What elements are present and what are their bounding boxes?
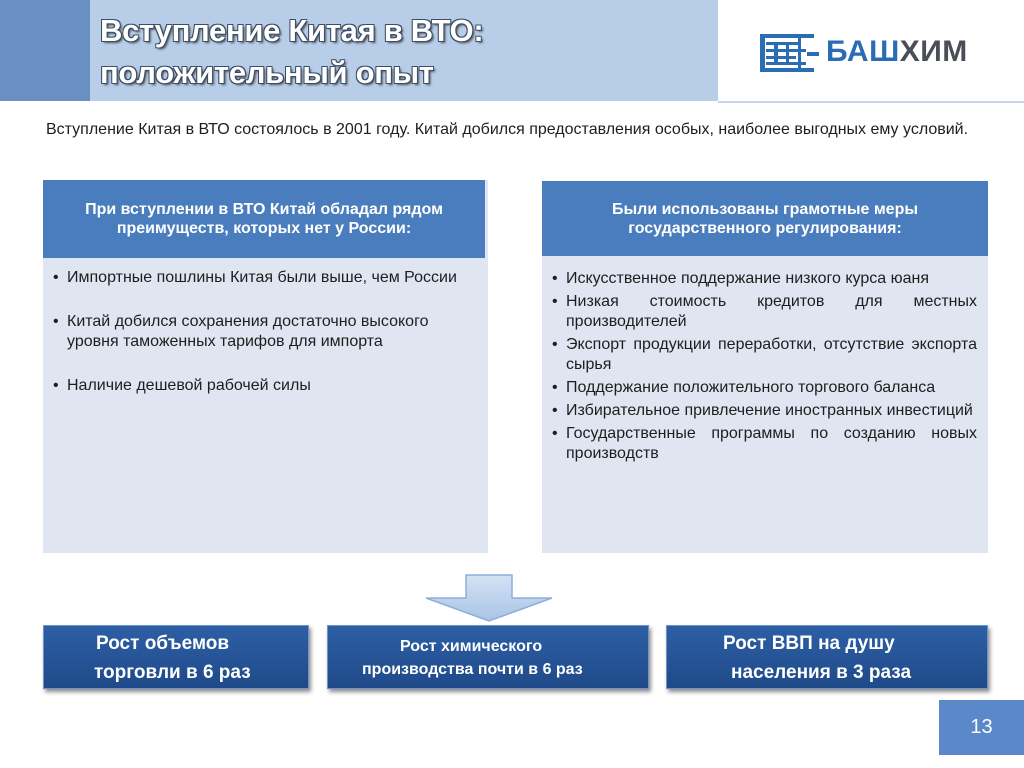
bullet-icon: • <box>53 313 59 330</box>
right-panel-heading: Были использованы грамотные меры государственного регулирования: <box>542 181 988 256</box>
result-line1: Рост химического <box>400 638 543 655</box>
left-panel-list <box>53 268 478 420</box>
result-line1: Рост объемов <box>96 633 230 654</box>
result-line2: населения в 3 раза <box>731 662 912 683</box>
bullet-icon: • <box>552 402 558 419</box>
list-item-text: Китай добился сохранения достаточно высокого уровня таможенных тарифов для импорта <box>67 313 429 350</box>
list-item <box>552 401 977 421</box>
result-box-chemical <box>327 625 649 689</box>
result-line2: производства почти в 6 раз <box>362 661 583 678</box>
list-item-text: Избирательное привлечение иностранных инвестиций <box>566 402 973 419</box>
header-accent-strip <box>0 0 90 101</box>
list-item <box>552 335 977 375</box>
result-box-gdp <box>666 625 988 689</box>
list-item-text: Искусственное поддержание низкого курса юаня <box>566 270 930 287</box>
list-item <box>552 292 977 332</box>
list-item <box>552 378 977 398</box>
logo-text <box>826 35 968 69</box>
logo-text-part2: ХИМ <box>899 35 968 68</box>
left-panel-heading: При вступлении в ВТО Китай обладал рядом преимуществ, которых нет у России: <box>43 180 485 258</box>
intro-paragraph: Вступление Китая в ВТО состоялось в 2001 году. Китай добился предоставления особых, наиболее выгодных ему условий. <box>46 121 969 138</box>
bullet-icon: • <box>552 336 558 353</box>
list-item-text: Экспорт продукции переработки, отсутствие экспорта сырья <box>566 336 977 373</box>
slide-title-line2: положительный опыт <box>100 55 434 90</box>
bullet-icon: • <box>552 270 558 287</box>
list-item <box>53 376 478 396</box>
down-arrow-icon <box>424 574 554 622</box>
list-item-text: Низкая стоимость кредитов для местных производителей <box>566 293 977 330</box>
right-panel <box>542 181 988 553</box>
list-item <box>53 268 478 288</box>
bullet-icon: • <box>552 425 558 442</box>
header-divider <box>718 101 1024 103</box>
result-box-trade <box>43 625 309 689</box>
list-item-text: Поддержание положительного торгового баланса <box>566 379 936 396</box>
list-item <box>552 269 977 289</box>
bullet-icon: • <box>53 269 59 286</box>
result-line2: торговли в 6 раз <box>94 662 251 683</box>
bullet-icon: • <box>53 377 59 394</box>
left-panel <box>43 180 488 553</box>
result-line1: Рост ВВП на душу <box>723 633 895 654</box>
list-item <box>552 424 977 464</box>
list-item-text: Наличие дешевой рабочей силы <box>67 377 311 394</box>
slide-title-line1: Вступление Китая в ВТО: <box>100 13 484 48</box>
list-item-text: Государственные программы по созданию новых производств <box>566 425 977 462</box>
list-item-text: Импортные пошлины Китая были выше, чем России <box>67 269 457 286</box>
list-item <box>53 312 478 352</box>
right-panel-list <box>552 269 977 467</box>
logo-text-part1: БАШ <box>826 35 900 68</box>
bullet-icon: • <box>552 379 558 396</box>
slide-title <box>100 10 710 94</box>
bullet-icon: • <box>552 293 558 310</box>
page-number: 13 <box>939 700 1024 755</box>
